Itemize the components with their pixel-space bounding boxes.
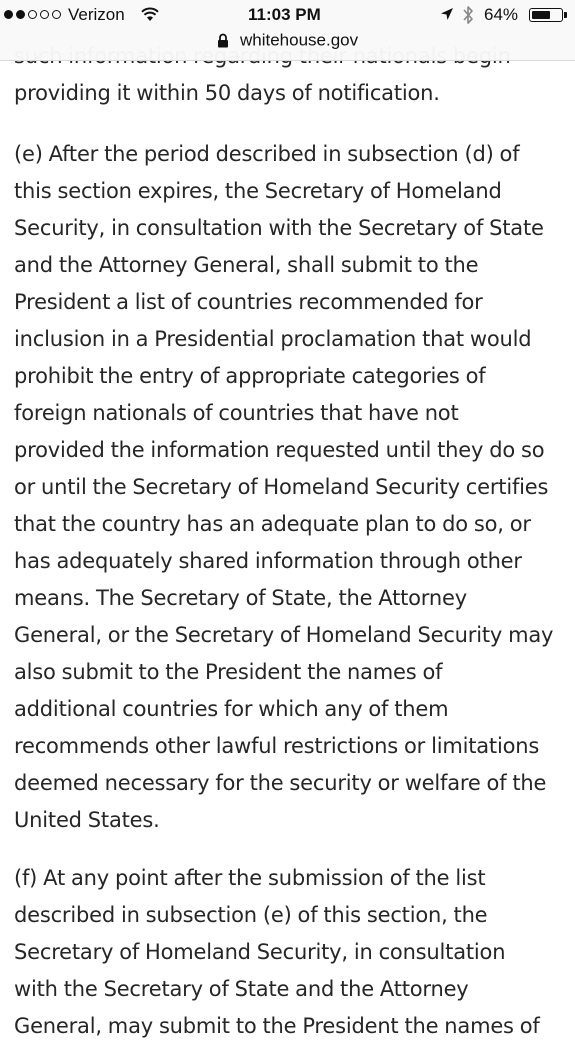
text-line: recommends other lawful restrictions or limitations [14, 734, 540, 758]
battery-percent: 64% [484, 5, 519, 24]
text-line: Secretary of Homeland Security, in consultation [14, 940, 506, 964]
text-line: General, may submit to the President the names of [14, 1014, 540, 1038]
text-line: described in subsection (e) of this section, the [14, 903, 488, 927]
lock-icon [217, 33, 229, 48]
browser-top-bar [0, 0, 575, 61]
text-line: (e) After the period described in subsection (d) of [14, 142, 520, 166]
signal-dot [16, 10, 25, 19]
text-line: (f) At any point after the submission of the list [14, 866, 486, 890]
paragraph-f [14, 860, 562, 1045]
text-line: prohibit the entry of appropriate categories of [14, 364, 486, 388]
battery-tip [564, 12, 567, 18]
text-line: means. The Secretary of State, the Attorney [14, 586, 467, 610]
text-line: Security, in consultation with the Secretary of State [14, 216, 544, 240]
address-bar[interactable] [0, 30, 575, 56]
text-line: with the Secretary of State and the Attorney [14, 977, 469, 1001]
text-line: United States. [14, 808, 160, 832]
url-domain: whitehouse.gov [239, 30, 359, 50]
clock: 11:03 PM [248, 5, 321, 24]
text-line: providing it within 50 days of notification. [14, 81, 440, 105]
paragraph-e [14, 136, 562, 839]
text-line: or until the Secretary of Homeland Security certifies [14, 475, 549, 499]
bluetooth-icon [462, 5, 474, 25]
text-line: deemed necessary for the security or welfare of the [14, 771, 547, 795]
text-line: that the country has an adequate plan to do so, or [14, 512, 531, 536]
text-line: General, or the Secretary of Homeland Security may [14, 623, 554, 647]
text-line: additional countries for which any of them [14, 697, 449, 721]
battery-icon [529, 8, 563, 22]
signal-dot [40, 10, 49, 19]
text-line: has adequately shared information through other [14, 549, 522, 573]
text-line: inclusion in a Presidential proclamation that would [14, 327, 532, 351]
signal-dot [4, 10, 13, 19]
carrier-name: Verizon [68, 5, 125, 24]
text-line: President a list of countries recommended for [14, 290, 483, 314]
text-line: provided the information requested until they do so [14, 438, 545, 462]
text-line: this section expires, the Secretary of Homeland [14, 179, 502, 203]
signal-dot [28, 10, 37, 19]
battery-level-fill [532, 11, 550, 19]
text-line: also submit to the President the names of [14, 660, 443, 684]
text-line: foreign nationals of countries that have not [14, 401, 459, 425]
text-line: and the Attorney General, shall submit to the [14, 253, 479, 277]
wifi-icon [140, 6, 160, 22]
signal-strength-icon [4, 10, 61, 19]
signal-dot [52, 10, 61, 19]
location-arrow-icon [440, 7, 454, 21]
paragraph-d-tail [14, 75, 562, 112]
